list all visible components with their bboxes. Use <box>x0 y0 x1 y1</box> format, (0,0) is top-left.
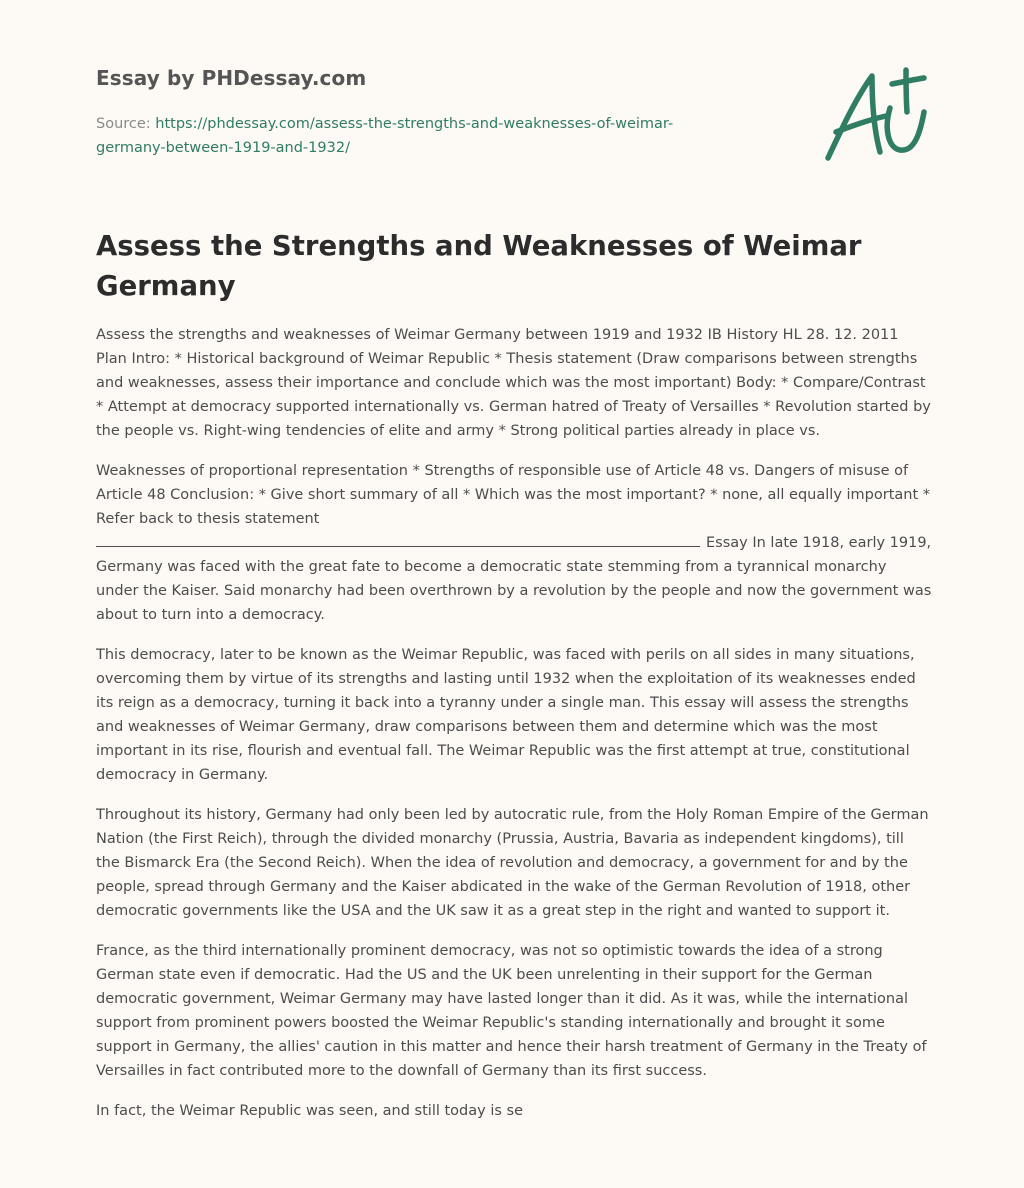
a-plus-grade-icon <box>820 62 932 170</box>
source-link-line2: germany-between-1919-and-1932/ <box>96 140 350 156</box>
essay-paragraph: This democracy, later to be known as the Weimar Republic, was faced with perils on all sides in many situations, overcoming them by virtue of its strengths and lasting until 1932 when the exploitation of its weaknesses ended its reign as a democracy, turning it back into a tyranny under a single man. This essay will assess the strengths and weaknesses of Weimar Germany, draw comparisons between them and determine which was the most important in its rise, flourish and eventual fall. The Weimar Republic was the first attempt at true, constitutional democracy in Germany. <box>96 647 916 783</box>
source-link-line1: https://phdessay.com/assess-the-strengths-and-weaknesses-of-weimar- <box>155 116 674 132</box>
divider-rule <box>96 532 700 547</box>
essay-paragraph: France, as the third internationally prominent democracy, was not so optimistic towards the idea of a strong German state even if democratic. Had the US and the UK been unrelenting in their support for the German democratic government, Weimar Germany may have lasted longer than it did. As it was, while the international support from prominent powers boosted the Weimar Republic's standing internationally and brought it some support in Germany, the allies' caution in this matter and hence their harsh treatment of Germany in the Treaty of Versailles in fact contributed more to the downfall of Germany than its first success. <box>96 943 927 1079</box>
source-label: Source: <box>96 116 156 132</box>
essay-intro-text: Essay In late 1918, early 1919, Germany was faced with the great fate to become a democratic state stemming from a tyrannical monarchy under the Kaiser. Said monarchy had been overthrown by a revolution by the people and now the government was about to turn into a democracy. <box>96 535 932 623</box>
essay-paragraph-text: Weaknesses of proportional representation * Strengths of responsible use of Article 48 vs. Dangers of misuse of Article 48 Conclusion: * Give short summary of all * Which was the most important? * none, all equally important * Refer back to thesis statement <box>96 463 931 527</box>
essay-paragraph: Throughout its history, Germany had only been led by autocratic rule, from the Holy Roman Empire of the German Nation (the First Reich), through the divided monarchy (Prussia, Austria, Bavaria as independent kingdoms), till the Bismarck Era (the Second Reich). When the idea of revolution and democracy, a government for and by the people, spread through Germany and the Kaiser abdicated in the wake of the German Revolution of 1918, other democratic governments like the USA and the UK saw it as a great step in the right and wanted to support it. <box>96 807 929 919</box>
essay-paragraph: Assess the strengths and weaknesses of Weimar Germany between 1919 and 1932 IB History HL 28. 12. 2011 Plan Intro: * Historical background of Weimar Republic * Thesis statement (Draw comparisons between strengths and weaknesses, assess their importance and conclude which was the most important) Body: * Compare/Contrast * Attempt at democracy supported internationally vs. German hatred of Treaty of Versailles * Revolution started by the people vs. Right-wing tendencies of elite and army * Strong political parties already in place vs. <box>96 327 931 439</box>
site-brand: Essay by PHDessay.com <box>96 66 367 90</box>
source-link[interactable] <box>96 116 673 156</box>
essay-title: Assess the Strengths and Weaknesses of Weimar Germany <box>96 230 862 302</box>
essay-paragraph: In fact, the Weimar Republic was seen, and still today is se <box>96 1103 523 1119</box>
essay-paragraph <box>96 459 932 627</box>
source-line <box>96 112 736 160</box>
essay-body <box>96 323 932 1139</box>
